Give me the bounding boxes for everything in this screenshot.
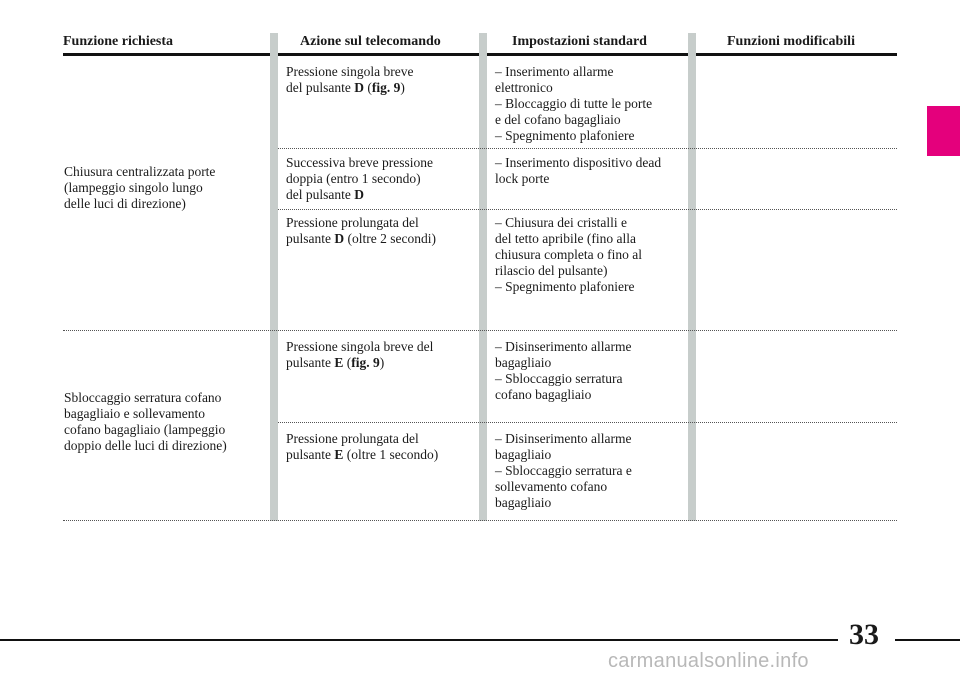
standard-cell: – Disinserimento allarme bagagliaio – Sbloccaggio serratura cofano bagagliaio [495,339,632,402]
row-divider [278,148,897,149]
action-cell: Pressione singola breve del pulsante E (fig. 9) [286,339,434,370]
footer-rule-right [895,639,960,641]
action-cell: Pressione prolungata del pulsante D (oltre 2 secondi) [286,215,436,246]
standard-cell: – Inserimento allarme elettronico – Bloccaggio di tutte le porte e del cofano bagagliaio – Spegnimento plafoniere [495,64,653,143]
footer-rule-left [0,639,838,641]
section-tab-marker [927,106,960,156]
standard-cell: – Inserimento dispositivo dead lock porte [495,155,662,186]
standard-cell: – Chiusura dei cristalli e del tetto apribile (fino alla chiusura completa o fino al rilascio del pulsante) – Spegnimento plafoniere [495,215,642,294]
function-sbloccaggio-cofano: Sbloccaggio serratura cofano bagagliaio e sollevamento cofano bagagliaio (lampeggio doppio delle luci di direzione) [64,390,227,453]
watermark: carmanualsonline.info [608,650,809,672]
function-chiusura-centralizzata: Chiusura centralizzata porte (lampeggio singolo lungo delle luci di direzione) [64,164,216,211]
action-cell: Pressione singola breve del pulsante D (fig. 9) [286,64,414,95]
column-bar-1 [270,33,278,521]
group-divider [63,330,897,331]
page-number: 33 [849,618,879,651]
header-funzioni-modificabili: Funzioni modificabili [727,34,855,49]
group-divider [63,520,897,521]
standard-cell: – Disinserimento allarme bagagliaio – Sbloccaggio serratura e sollevamento cofano bagagliaio [495,431,632,510]
action-cell: Pressione prolungata del pulsante E (oltre 1 secondo) [286,431,439,462]
row-divider [278,422,897,423]
header-azione-telecomando: Azione sul telecomando [300,34,441,49]
column-bar-2 [479,33,487,521]
header-funzione-richiesta: Funzione richiesta [63,34,174,49]
header-impostazioni-standard: Impostazioni standard [512,34,647,49]
action-cell: Successiva breve pressione doppia (entro 1 secondo) del pulsante D [286,155,433,202]
row-divider [278,209,897,210]
